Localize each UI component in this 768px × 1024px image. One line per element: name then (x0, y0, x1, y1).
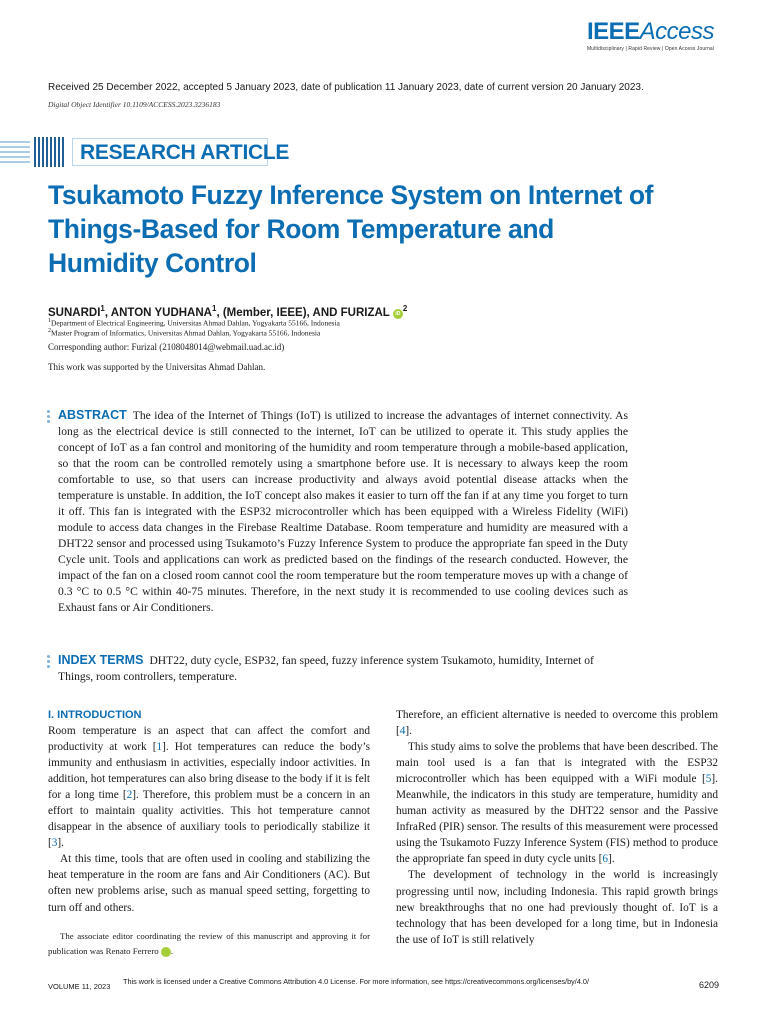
corresponding-author: Corresponding author: Furizal (2108048014@webmail.uad.ac.id) (48, 342, 285, 352)
affiliation-text: Master Program of Informatics, Universitas Ahmad Dahlan, Yogyakarta 55166, Indonesia (51, 328, 321, 338)
volume-label: VOLUME 11, 2023 (48, 982, 111, 991)
index-terms-text: DHT22, duty cycle, ESP32, fan speed, fuzzy inference system Tsukamoto, humidity, Internet of Things, room controllers, temperature. (58, 654, 594, 683)
author-name: , ANTON YUDHANA (104, 306, 212, 319)
paragraph (396, 739, 718, 867)
paragraph (48, 723, 370, 851)
affiliation-marker: 2 (48, 328, 51, 334)
paragraph-text: Room temperature is an aspect that can affect the comfort and productivity at work [ (48, 725, 370, 754)
paragraph (396, 707, 718, 739)
affiliation-text: Department of Electrical Engineering, Universitas Ahmad Dahlan, Yogyakarta 55166, Indonesia (51, 318, 340, 328)
paragraph-text: ]. Meanwhile, the indicators in this study are temperature, humidity and human activity as measured by the DHT22 sensor and the Passive InfraRed (PIR) sensor. The results of this measurement were processed using the Tsukamoto Fuzzy Inference System (FIS) method to produce the appropriate fan speed in duty cycle units [ (396, 773, 718, 866)
page-number: 6209 (698, 980, 719, 990)
paragraph: The development of technology in the world is increasingly progressing until now, including Indonesia. This rapid growth brings new breakthroughs that no one had previously thought of. IoT is a technology that has been developed for a long time, but in Indonesia the use of IoT is still relatively (396, 869, 718, 946)
journal-logo (587, 20, 714, 52)
affiliation (48, 328, 320, 338)
orcid-icon[interactable]: iD (161, 947, 171, 957)
author-list (48, 304, 407, 319)
author-affil-marker: 1 (211, 304, 217, 313)
section-heading-introduction: I. INTRODUCTION (48, 709, 142, 721)
abstract-text: The idea of the Internet of Things (IoT) is utilized to increase the advantages of internet connectivity. As long as the electrical device is still connected to the internet, IoT can be utilized to operate it. This study applies the concept of IoT as a fan control and monitoring of the humidity and room temperature through a mobile-based application, so that the room can be controlled remotely using a smartphone before use. It is necessary to always keep the room comfortable to use, so that users can increase productivity and always avoid potential disease attacks when the temperature is unstable. In addition, the IoT concept also makes it easier to turn off the fan if at any time you forget to turn it off. This fan is integrated with the ESP32 microcontroller which has been equipped with a Wireless Fidelity (WiFi) module to access data changes in the Firebase Realtime Database. Room temperature and humidity are measured with a DHT22 sensor and processed using Tsukamoto’s Fuzzy Inference System to produce the appropriate fan speed in the Duty Cycle unit. Tools and applications can work as predicted based on the findings of the research conducted. However, the impact of the fan on a closed room cannot cool the room temperature but the room temperature moves up with a change of 0.3 °C to 0.5 °C within 40-75 minutes. Therefore, in the next study it is recommended to use cooling devices such as Exhaust fans or Air Conditioners. (58, 409, 628, 614)
banner-stripes-graphic (0, 135, 68, 169)
orcid-icon[interactable]: iD (393, 309, 403, 319)
paragraph-text: Therefore, an efficient alternative is needed to overcome this problem [ (396, 709, 718, 738)
paragraph-text: ]. Hot temperatures can reduce the body’s immunity and enthusiasm in activities, especially indoor activities. In addition, hot temperatures can also bring disease to the body if it is felt for a long time [ (48, 741, 371, 802)
paragraph-text: This study aims to solve the problems that have been described. The main tool used is a fan that is integrated with the ESP32 microcontroller which has been equipped with a WiFi module [ (396, 741, 718, 786)
article-type-label: RESEARCH ARTICLE (80, 141, 290, 164)
journal-brand (587, 20, 714, 44)
editor-footnote (48, 929, 370, 959)
doi-line: Digital Object Identifier 10.1109/ACCESS.2023.3236183 (48, 100, 221, 109)
author-affil-marker: 2 (402, 304, 408, 313)
citation-link[interactable]: 3 (51, 837, 58, 850)
journal-tagline: Multidisciplinary | Rapid Review | Open Access Journal (587, 46, 714, 52)
publication-dates: Received 25 December 2022, accepted 5 January 2023, date of publication 11 January 2023, date of current version 20 January 2023. (48, 82, 644, 93)
paragraph: At this time, tools that are often used in cooling and stabilizing the heat temperature in the room are fans and Air Conditioners (AC). But often new problems arise, such as manual speed setting, forgetting to turn off and others. (48, 853, 370, 914)
citation-link[interactable]: 6 (602, 853, 609, 866)
text-column-right (396, 707, 718, 948)
author-affil-marker: 1 (100, 304, 105, 313)
footnote-text: . (170, 946, 174, 956)
brand-italic: Access (639, 18, 714, 45)
index-terms (58, 652, 628, 685)
brand-bold: IEEE (586, 18, 640, 45)
author-name: SUNARDI (48, 306, 101, 319)
citation-link[interactable]: 4 (399, 725, 406, 738)
affiliation (48, 318, 340, 328)
paragraph-text: ]. (405, 725, 413, 738)
affiliation-marker: 1 (48, 318, 51, 324)
paragraph-text: ]. (57, 837, 65, 850)
abstract-heading: ABSTRACT (58, 408, 127, 422)
citation-link[interactable]: 2 (126, 789, 133, 802)
footnote-text: The associate editor coordinating the review of this manuscript and approving it for publication was Renato Ferrero (48, 931, 370, 956)
abstract (58, 407, 628, 616)
funding-statement: This work was supported by the Universitas Ahmad Dahlan. (48, 362, 266, 372)
text-column-left (48, 723, 370, 916)
index-terms-heading: INDEX TERMS (58, 653, 144, 667)
license-notice[interactable]: This work is licensed under a Creative Commons Attribution 4.0 License. For more information, see https://creativecommons.org/licenses/by/4.0/ (123, 977, 589, 986)
paragraph-text: ]. Therefore, this problem must be a concern in an effort to maintain quality activities. This hot temperature cannot disappear in the absence of auxiliary tools to periodically stabilize it [ (48, 789, 370, 850)
index-terms-marker-dots (47, 655, 50, 670)
abstract-marker-dots (47, 410, 50, 425)
paper-title: Tsukamoto Fuzzy Inference System on Internet of Things-Based for Room Temperature and Humidity Control (48, 180, 654, 278)
paragraph-text: ]. (608, 853, 615, 866)
author-name: , (Member, IEEE), AND FURIZAL (216, 306, 390, 319)
citation-link[interactable]: 1 (156, 741, 163, 754)
citation-link[interactable]: 5 (705, 773, 712, 786)
